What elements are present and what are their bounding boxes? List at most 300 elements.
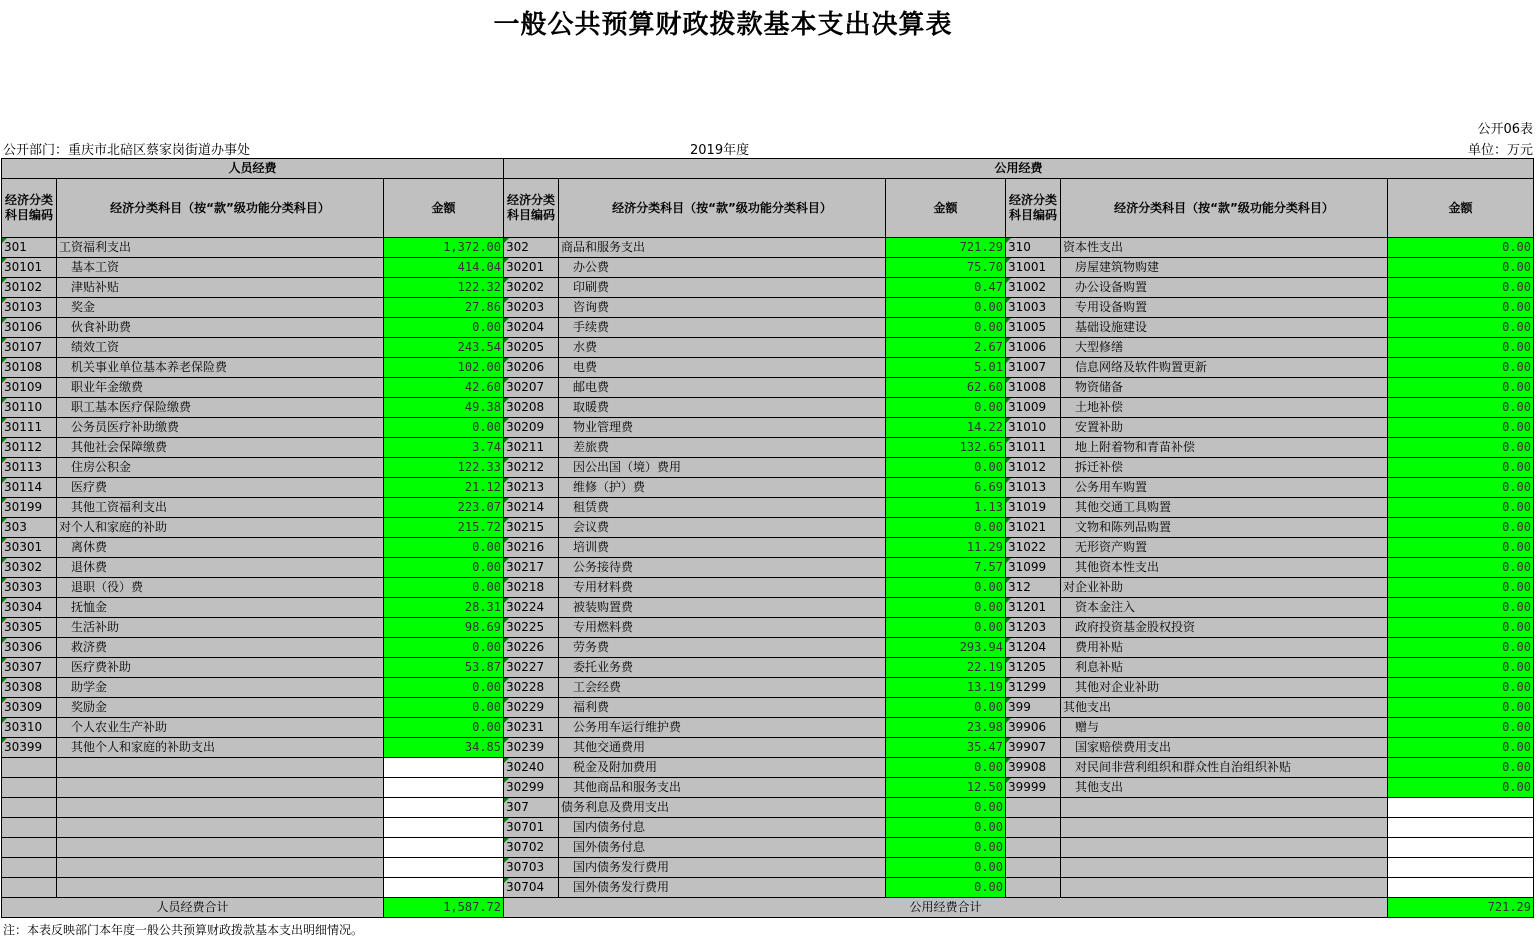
personnel_rows-amount-cell: 122.32 [384, 278, 504, 298]
public_rows_a-name-cell: 物业管理费 [559, 418, 886, 438]
public_rows_a-name-cell: 取暖费 [559, 398, 886, 418]
personnel_rows-code-cell: 30102 [2, 278, 57, 298]
public_rows_b-name-cell: 土地补偿 [1061, 398, 1388, 418]
public_rows_a-amount-cell: 62.60 [886, 378, 1006, 398]
table-row [2, 418, 1534, 438]
public_rows_a-code-cell: 30701 [504, 818, 559, 838]
public_rows_a-code-cell: 30703 [504, 858, 559, 878]
public_rows_a-name-cell: 公务用车运行维护费 [559, 718, 886, 738]
public_rows_b-name-cell: 信息网络及软件购置更新 [1061, 358, 1388, 378]
personnel_rows-code-cell: 303 [2, 518, 57, 538]
personnel_rows-name-cell: 离休费 [57, 538, 384, 558]
public_rows_b-code-cell: 31013 [1006, 478, 1061, 498]
personnel_rows-name-cell: 基本工资 [57, 258, 384, 278]
public_rows_a-name-cell: 邮电费 [559, 378, 886, 398]
public_rows_a-amount-cell: 0.00 [886, 818, 1006, 838]
footnote: 注：本表反映部门本年度一般公共预算财政拨款基本支出明细情况。 [3, 923, 364, 937]
public_rows_a-name-cell: 其他交通费用 [559, 738, 886, 758]
personnel_rows-code-cell: 30303 [2, 578, 57, 598]
public_rows_a-code-cell: 30215 [504, 518, 559, 538]
public_rows_b-code-cell: 31009 [1006, 398, 1061, 418]
public_rows_a-code-cell: 30212 [504, 458, 559, 478]
public_rows_a-amount-cell: 0.00 [886, 798, 1006, 818]
public_rows_a-amount-cell: 5.01 [886, 358, 1006, 378]
personnel_rows-name-cell: 奖金 [57, 298, 384, 318]
fiscal-year: 2019年度 [690, 143, 750, 158]
public_rows_a-name-cell: 债务利息及费用支出 [559, 798, 886, 818]
empty-cell [384, 818, 504, 838]
public_rows_a-code-cell: 30240 [504, 758, 559, 778]
public_rows_a-amount-cell: 22.19 [886, 658, 1006, 678]
public_rows_b-code-cell: 31011 [1006, 438, 1061, 458]
personnel_rows-code-cell: 30103 [2, 298, 57, 318]
personnel_rows-amount-cell: 34.85 [384, 738, 504, 758]
public_rows_a-amount-cell: 13.19 [886, 678, 1006, 698]
public_rows_a-amount-cell: 0.00 [886, 398, 1006, 418]
table-row [2, 758, 1534, 778]
empty-cell [384, 778, 504, 798]
public_rows_a-amount-cell: 0.00 [886, 878, 1006, 898]
public_rows_a-amount-cell: 23.98 [886, 718, 1006, 738]
public_rows_b-name-cell: 其他支出 [1061, 778, 1388, 798]
personnel_rows-name-cell: 抚恤金 [57, 598, 384, 618]
public_rows_a-code-cell: 30202 [504, 278, 559, 298]
public_rows_b-code-cell: 31006 [1006, 338, 1061, 358]
public_rows_a-name-cell: 电费 [559, 358, 886, 378]
totals-row [2, 898, 1534, 918]
public_rows_a-amount-cell: 721.29 [886, 238, 1006, 258]
empty-cell [1006, 798, 1061, 818]
table-row [2, 458, 1534, 478]
public_rows_b-code-cell: 31022 [1006, 538, 1061, 558]
personnel_rows-amount-cell: 53.87 [384, 658, 504, 678]
personnel_rows-amount-cell: 0.00 [384, 558, 504, 578]
public_rows_a-amount-cell: 0.00 [886, 318, 1006, 338]
public_rows_a-code-cell: 30225 [504, 618, 559, 638]
empty-cell [1061, 818, 1388, 838]
personnel_rows-name-cell: 奖励金 [57, 698, 384, 718]
table-row [2, 498, 1534, 518]
table-row [2, 378, 1534, 398]
personnel_rows-amount-cell: 3.74 [384, 438, 504, 458]
public_rows_a-amount-cell: 0.00 [886, 838, 1006, 858]
empty-cell [384, 838, 504, 858]
personnel_rows-code-cell: 30310 [2, 718, 57, 738]
department-label: 公开部门：重庆市北碚区蔡家岗街道办事处 [3, 143, 251, 158]
public_rows_b-code-cell: 31204 [1006, 638, 1061, 658]
empty-cell [1006, 858, 1061, 878]
public_rows_b-name-cell: 专用设备购置 [1061, 298, 1388, 318]
empty-cell [2, 778, 57, 798]
table-row [2, 618, 1534, 638]
personnel_rows-amount-cell: 0.00 [384, 638, 504, 658]
personnel_rows-code-cell: 30112 [2, 438, 57, 458]
public_rows_a-name-cell: 商品和服务支出 [559, 238, 886, 258]
table-row [2, 818, 1534, 838]
public_rows_b-code-cell: 31008 [1006, 378, 1061, 398]
public_rows_a-name-cell: 委托业务费 [559, 658, 886, 678]
public_rows_b-name-cell: 拆迁补偿 [1061, 458, 1388, 478]
personnel_rows-name-cell: 救济费 [57, 638, 384, 658]
public_rows_a-code-cell: 30228 [504, 678, 559, 698]
public_rows_a-code-cell: 30213 [504, 478, 559, 498]
personnel_rows-name-cell: 医疗费补助 [57, 658, 384, 678]
public_rows_b-amount-cell: 0.00 [1388, 778, 1534, 798]
public_rows_b-amount-cell: 0.00 [1388, 598, 1534, 618]
public_rows_b-code-cell: 31299 [1006, 678, 1061, 698]
personnel-total-value: 1,587.72 [384, 898, 504, 918]
public_rows_a-amount-cell: 6.69 [886, 478, 1006, 498]
public_rows_b-name-cell: 资本金注入 [1061, 598, 1388, 618]
empty-cell [384, 758, 504, 778]
public_rows_a-name-cell: 印刷费 [559, 278, 886, 298]
public_rows_a-name-cell: 国内债务发行费用 [559, 858, 886, 878]
public_rows_b-amount-cell: 0.00 [1388, 338, 1534, 358]
public_rows_a-name-cell: 维修（护）费 [559, 478, 886, 498]
table-row [2, 678, 1534, 698]
public_rows_b-amount-cell: 0.00 [1388, 438, 1534, 458]
public_rows_a-name-cell: 专用燃料费 [559, 618, 886, 638]
empty-cell [2, 798, 57, 818]
public_rows_b-code-cell: 310 [1006, 238, 1061, 258]
empty-cell [1061, 838, 1388, 858]
public_rows_a-code-cell: 30201 [504, 258, 559, 278]
personnel_rows-name-cell: 公务员医疗补助缴费 [57, 418, 384, 438]
public_rows_b-code-cell: 31002 [1006, 278, 1061, 298]
public_rows_a-name-cell: 福利费 [559, 698, 886, 718]
public_rows_a-code-cell: 30218 [504, 578, 559, 598]
col-header-amount: 金额 [886, 179, 1006, 238]
public_rows_a-code-cell: 30217 [504, 558, 559, 578]
public_rows_b-amount-cell: 0.00 [1388, 278, 1534, 298]
personnel_rows-code-cell: 30307 [2, 658, 57, 678]
personnel_rows-amount-cell: 122.33 [384, 458, 504, 478]
public_rows_b-amount-cell: 0.00 [1388, 578, 1534, 598]
empty-cell [57, 778, 384, 798]
public_rows_a-amount-cell: 11.29 [886, 538, 1006, 558]
table-row [2, 858, 1534, 878]
public_rows_b-amount-cell: 0.00 [1388, 638, 1534, 658]
public_rows_b-amount-cell: 0.00 [1388, 758, 1534, 778]
public_rows_a-amount-cell: 0.00 [886, 458, 1006, 478]
public_rows_b-name-cell: 大型修缮 [1061, 338, 1388, 358]
public_rows_a-amount-cell: 0.00 [886, 758, 1006, 778]
personnel_rows-amount-cell: 98.69 [384, 618, 504, 638]
public_rows_b-amount-cell: 0.00 [1388, 398, 1534, 418]
public_rows_b-amount-cell: 0.00 [1388, 538, 1534, 558]
public_rows_b-name-cell: 其他对企业补助 [1061, 678, 1388, 698]
personnel_rows-name-cell: 机关事业单位基本养老保险费 [57, 358, 384, 378]
empty-cell [57, 858, 384, 878]
personnel_rows-amount-cell: 0.00 [384, 418, 504, 438]
table-row [2, 578, 1534, 598]
public_rows_b-name-cell: 国家赔偿费用支出 [1061, 738, 1388, 758]
personnel_rows-name-cell: 工资福利支出 [57, 238, 384, 258]
public_rows_b-amount-cell: 0.00 [1388, 418, 1534, 438]
table-row [2, 538, 1534, 558]
col-header-name: 经济分类科目（按“款”级功能分类科目） [559, 179, 886, 238]
personnel_rows-name-cell: 职业年金缴费 [57, 378, 384, 398]
personnel_rows-code-cell: 30101 [2, 258, 57, 278]
public_rows_b-amount-cell: 0.00 [1388, 618, 1534, 638]
table-row [2, 778, 1534, 798]
personnel_rows-amount-cell: 0.00 [384, 718, 504, 738]
empty-cell [384, 798, 504, 818]
personnel_rows-code-cell: 30199 [2, 498, 57, 518]
empty-cell [1388, 818, 1534, 838]
empty-cell [2, 838, 57, 858]
empty-cell [1006, 878, 1061, 898]
col-header-name: 经济分类科目（按“款”级功能分类科目） [57, 179, 384, 238]
public_rows_b-amount-cell: 0.00 [1388, 258, 1534, 278]
public_rows_b-code-cell: 31021 [1006, 518, 1061, 538]
empty-cell [384, 878, 504, 898]
table-row [2, 258, 1534, 278]
personnel_rows-code-cell: 301 [2, 238, 57, 258]
public_rows_a-code-cell: 30209 [504, 418, 559, 438]
empty-cell [1388, 878, 1534, 898]
public_rows_a-amount-cell: 2.67 [886, 338, 1006, 358]
personnel_rows-name-cell: 绩效工资 [57, 338, 384, 358]
table-row [2, 638, 1534, 658]
public_rows_a-code-cell: 30206 [504, 358, 559, 378]
personnel_rows-name-cell: 其他社会保障缴费 [57, 438, 384, 458]
public_rows_b-amount-cell: 0.00 [1388, 718, 1534, 738]
empty-cell [57, 758, 384, 778]
table-row [2, 398, 1534, 418]
personnel_rows-code-cell: 30114 [2, 478, 57, 498]
public_rows_a-name-cell: 差旅费 [559, 438, 886, 458]
personnel_rows-code-cell: 30111 [2, 418, 57, 438]
public_rows_a-name-cell: 税金及附加费用 [559, 758, 886, 778]
public_rows_b-amount-cell: 0.00 [1388, 478, 1534, 498]
empty-cell [384, 858, 504, 878]
personnel_rows-amount-cell: 0.00 [384, 678, 504, 698]
personnel_rows-amount-cell: 0.00 [384, 578, 504, 598]
public_rows_b-amount-cell: 0.00 [1388, 378, 1534, 398]
personnel_rows-amount-cell: 243.54 [384, 338, 504, 358]
personnel_rows-code-cell: 30301 [2, 538, 57, 558]
personnel_rows-code-cell: 30108 [2, 358, 57, 378]
personnel_rows-amount-cell: 21.12 [384, 478, 504, 498]
public_rows_b-code-cell: 31203 [1006, 618, 1061, 638]
public_rows_a-code-cell: 30203 [504, 298, 559, 318]
public_rows_a-code-cell: 30208 [504, 398, 559, 418]
col-header-amount: 金额 [1388, 179, 1534, 238]
public_rows_b-amount-cell: 0.00 [1388, 558, 1534, 578]
public_rows_a-code-cell: 30239 [504, 738, 559, 758]
personnel_rows-code-cell: 30110 [2, 398, 57, 418]
public_rows_b-name-cell: 物资储备 [1061, 378, 1388, 398]
public_rows_b-code-cell: 31007 [1006, 358, 1061, 378]
public_rows_b-name-cell: 赠与 [1061, 718, 1388, 738]
public_rows_a-name-cell: 办公费 [559, 258, 886, 278]
personnel_rows-amount-cell: 49.38 [384, 398, 504, 418]
public_rows_b-code-cell: 31205 [1006, 658, 1061, 678]
public-total-label: 公用经费合计 [504, 898, 1388, 918]
public_rows_a-code-cell: 30205 [504, 338, 559, 358]
table-row [2, 598, 1534, 618]
empty-cell [2, 758, 57, 778]
unit-label: 单位：万元 [1467, 143, 1533, 158]
public_rows_a-code-cell: 30216 [504, 538, 559, 558]
personnel_rows-name-cell: 住房公积金 [57, 458, 384, 478]
public_rows_a-amount-cell: 14.22 [886, 418, 1006, 438]
public_rows_b-name-cell: 公务用车购置 [1061, 478, 1388, 498]
table-row [2, 298, 1534, 318]
public_rows_b-name-cell: 其他交通工具购置 [1061, 498, 1388, 518]
public_rows_a-code-cell: 30231 [504, 718, 559, 738]
public_rows_a-name-cell: 会议费 [559, 518, 886, 538]
personnel_rows-name-cell: 医疗费 [57, 478, 384, 498]
col-header-code: 经济分类科目编码 [1006, 179, 1061, 238]
public_rows_b-name-cell: 房屋建筑物购建 [1061, 258, 1388, 278]
table-row [2, 318, 1534, 338]
table-row [2, 658, 1534, 678]
personnel_rows-name-cell: 退职（役）费 [57, 578, 384, 598]
public_rows_b-amount-cell: 0.00 [1388, 238, 1534, 258]
personnel_rows-amount-cell: 414.04 [384, 258, 504, 278]
personnel-header: 人员经费 [2, 159, 504, 179]
personnel_rows-code-cell: 30109 [2, 378, 57, 398]
public_rows_a-amount-cell: 0.47 [886, 278, 1006, 298]
table-row [2, 478, 1534, 498]
empty-cell [2, 858, 57, 878]
public_rows_a-code-cell: 30204 [504, 318, 559, 338]
personnel_rows-code-cell: 30106 [2, 318, 57, 338]
public_rows_b-code-cell: 31012 [1006, 458, 1061, 478]
public_rows_a-amount-cell: 293.94 [886, 638, 1006, 658]
public_rows_a-code-cell: 30227 [504, 658, 559, 678]
col-header-code: 经济分类科目编码 [504, 179, 559, 238]
empty-cell [57, 878, 384, 898]
table-row [2, 238, 1534, 258]
public_rows_b-name-cell: 对企业补助 [1061, 578, 1388, 598]
public_rows_b-name-cell: 安置补助 [1061, 418, 1388, 438]
personnel_rows-name-cell: 伙食补助费 [57, 318, 384, 338]
public_rows_b-code-cell: 31003 [1006, 298, 1061, 318]
public_rows_b-amount-cell: 0.00 [1388, 458, 1534, 478]
empty-cell [57, 798, 384, 818]
public_rows_b-name-cell: 政府投资基金股权投资 [1061, 618, 1388, 638]
public_rows_a-code-cell: 302 [504, 238, 559, 258]
public_rows_a-name-cell: 其他商品和服务支出 [559, 778, 886, 798]
col-header-code: 经济分类科目编码 [2, 179, 57, 238]
personnel_rows-code-cell: 30305 [2, 618, 57, 638]
personnel_rows-name-cell: 对个人和家庭的补助 [57, 518, 384, 538]
public_rows_b-name-cell: 文物和陈列品购置 [1061, 518, 1388, 538]
table-row [2, 698, 1534, 718]
table-row [2, 438, 1534, 458]
public_rows_a-name-cell: 工会经费 [559, 678, 886, 698]
personnel_rows-code-cell: 30308 [2, 678, 57, 698]
personnel_rows-name-cell: 生活补助 [57, 618, 384, 638]
personnel_rows-amount-cell: 0.00 [384, 318, 504, 338]
public_rows_b-amount-cell: 0.00 [1388, 498, 1534, 518]
public_rows_a-amount-cell: 0.00 [886, 298, 1006, 318]
public_rows_a-amount-cell: 0.00 [886, 618, 1006, 638]
public_rows_a-amount-cell: 0.00 [886, 518, 1006, 538]
personnel_rows-name-cell: 津贴补贴 [57, 278, 384, 298]
col-header-amount: 金额 [384, 179, 504, 238]
public_rows_b-code-cell: 31201 [1006, 598, 1061, 618]
personnel_rows-name-cell: 其他工资福利支出 [57, 498, 384, 518]
public_rows_b-amount-cell: 0.00 [1388, 658, 1534, 678]
public_rows_a-amount-cell: 75.70 [886, 258, 1006, 278]
public_rows_a-amount-cell: 7.57 [886, 558, 1006, 578]
page-title: 一般公共预算财政拨款基本支出决算表 [493, 10, 953, 40]
table-row [2, 558, 1534, 578]
public_rows_b-amount-cell: 0.00 [1388, 318, 1534, 338]
public_rows_b-amount-cell: 0.00 [1388, 738, 1534, 758]
personnel_rows-amount-cell: 1,372.00 [384, 238, 504, 258]
personnel-total-label: 人员经费合计 [2, 898, 384, 918]
public_rows_a-name-cell: 租赁费 [559, 498, 886, 518]
public_rows_a-amount-cell: 0.00 [886, 698, 1006, 718]
public_rows_b-code-cell: 31019 [1006, 498, 1061, 518]
public_rows_a-name-cell: 劳务费 [559, 638, 886, 658]
table-row [2, 798, 1534, 818]
public_rows_a-name-cell: 国外债务发行费用 [559, 878, 886, 898]
public_rows_b-name-cell: 地上附着物和青苗补偿 [1061, 438, 1388, 458]
personnel_rows-code-cell: 30306 [2, 638, 57, 658]
public_rows_a-code-cell: 307 [504, 798, 559, 818]
personnel_rows-code-cell: 30309 [2, 698, 57, 718]
personnel_rows-amount-cell: 215.72 [384, 518, 504, 538]
table-row [2, 738, 1534, 758]
personnel_rows-code-cell: 30113 [2, 458, 57, 478]
public_rows_b-code-cell: 31010 [1006, 418, 1061, 438]
public_rows_b-code-cell: 39908 [1006, 758, 1061, 778]
public_rows_a-code-cell: 30226 [504, 638, 559, 658]
public_rows_b-amount-cell: 0.00 [1388, 518, 1534, 538]
personnel_rows-name-cell: 其他个人和家庭的补助支出 [57, 738, 384, 758]
public_rows_a-amount-cell: 12.50 [886, 778, 1006, 798]
public_rows_a-code-cell: 30214 [504, 498, 559, 518]
public_rows_a-code-cell: 30211 [504, 438, 559, 458]
public_rows_b-name-cell: 其他资本性支出 [1061, 558, 1388, 578]
public_rows_b-code-cell: 31001 [1006, 258, 1061, 278]
public_rows_a-name-cell: 水费 [559, 338, 886, 358]
public_rows_b-name-cell: 利息补贴 [1061, 658, 1388, 678]
personnel_rows-code-cell: 30302 [2, 558, 57, 578]
empty-cell [2, 818, 57, 838]
table-row [2, 718, 1534, 738]
empty-cell [1006, 818, 1061, 838]
public_rows_a-name-cell: 手续费 [559, 318, 886, 338]
table-row [2, 878, 1534, 898]
public-header: 公用经费 [504, 159, 1534, 179]
public_rows_b-code-cell: 31005 [1006, 318, 1061, 338]
personnel_rows-name-cell: 助学金 [57, 678, 384, 698]
public_rows_b-name-cell: 对民间非营利组织和群众性自治组织补贴 [1061, 758, 1388, 778]
personnel_rows-amount-cell: 0.00 [384, 698, 504, 718]
public_rows_b-name-cell: 基础设施建设 [1061, 318, 1388, 338]
public_rows_a-code-cell: 30299 [504, 778, 559, 798]
public_rows_a-name-cell: 国内债务付息 [559, 818, 886, 838]
public_rows_b-name-cell: 办公设备购置 [1061, 278, 1388, 298]
personnel_rows-code-cell: 30107 [2, 338, 57, 358]
public_rows_a-code-cell: 30702 [504, 838, 559, 858]
public_rows_a-code-cell: 30224 [504, 598, 559, 618]
public_rows_b-code-cell: 399 [1006, 698, 1061, 718]
public_rows_b-amount-cell: 0.00 [1388, 358, 1534, 378]
public_rows_b-amount-cell: 0.00 [1388, 298, 1534, 318]
public_rows_a-amount-cell: 0.00 [886, 598, 1006, 618]
public_rows_a-name-cell: 培训费 [559, 538, 886, 558]
empty-cell [1061, 858, 1388, 878]
public_rows_b-code-cell: 31099 [1006, 558, 1061, 578]
